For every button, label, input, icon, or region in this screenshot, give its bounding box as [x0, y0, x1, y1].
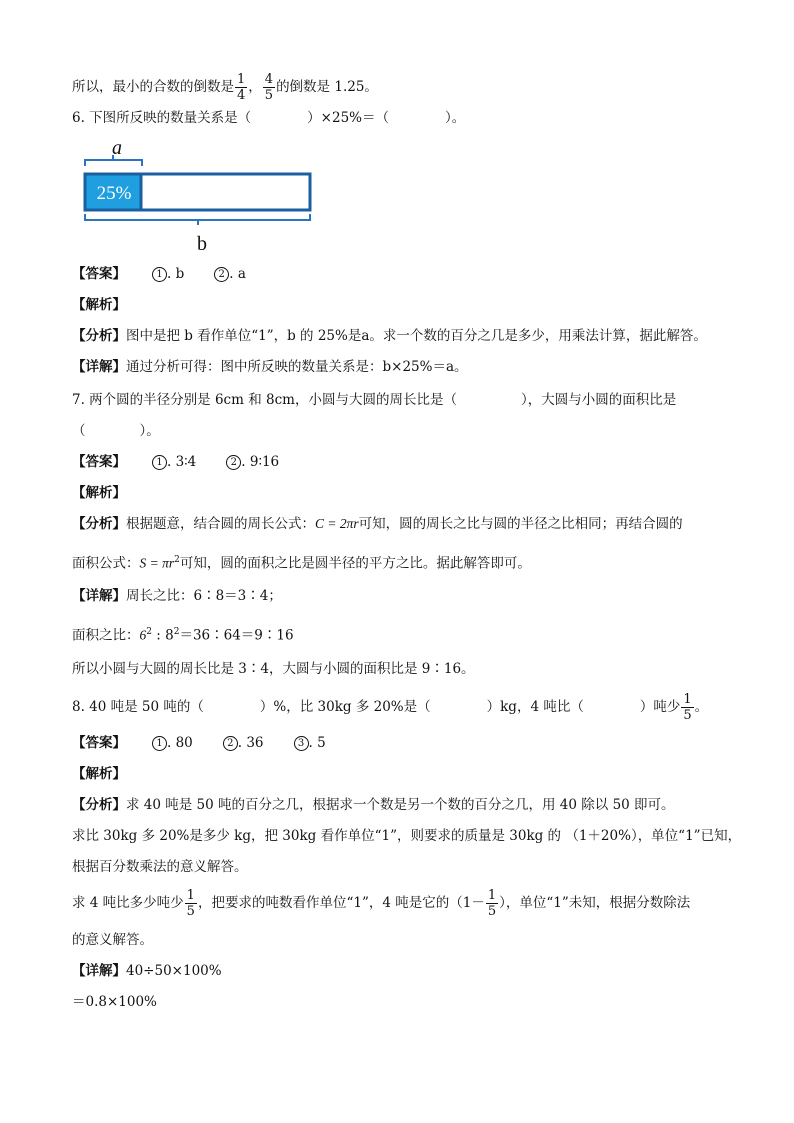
question-7: 7. 两个圆的半径分别是 6cm 和 8cm，小圆与大圆的周长比是（ ），大圆与小圆的面积比是 [72, 392, 677, 408]
question-6: 6. 下图所反映的数量关系是（ ）×25%＝（ ）。 [72, 110, 466, 126]
conclusion-text: 所以小圆与大圆的周长比是 3∶4，大圆与小圆的面积比是 9∶16。 [72, 661, 475, 677]
label-b: b [197, 233, 207, 255]
detail-text: 【详解】周长之比：6∶8＝3∶4； [72, 588, 282, 604]
analysis-paragraph: 求 4 吨比多少吨少 $\frac{1}{5}$ ，把要求的吨数看作单位“1”，4 吨是它的（1－ $\frac{1}{5}$ ），单位“1”未知，根据分数除法 [72, 888, 691, 919]
fraction: $\frac{1}{5}$ [186, 888, 195, 919]
analysis-heading: 【解析】 [72, 766, 126, 782]
circled-number: 1 [152, 455, 167, 470]
analysis-heading: 【解析】 [72, 297, 126, 313]
analysis-paragraph-cont: 的意义解答。 [72, 932, 153, 948]
detail-text: 【详解】通过分析可得：图中所反映的数量关系是：b×25%＝a。 [72, 359, 468, 375]
analysis-paragraph: 求比 30kg 多 20%是多少 kg，把 30kg 看作单位“1”，则要求的质量是 30kg 的 （1＋20%），单位“1”已知， [72, 828, 742, 844]
fraction: $\frac{1}{5}$ [683, 692, 692, 723]
formula: S = πr [139, 555, 175, 571]
question-7-cont: （ ）。 [72, 423, 160, 439]
bar-diagram [80, 136, 320, 256]
circled-number: 1 [152, 736, 167, 751]
analysis-text: 【分析】根据题意，结合圆的周长公式：C = 2πr可知，圆的周长之比与圆的半径之比相同；再结合圆的 [72, 516, 683, 532]
label-a: a [112, 137, 122, 159]
brace-a [85, 155, 142, 166]
answer-row: 【答案】 1 . 80 2 . 36 3 . 5 [72, 735, 326, 751]
detail-text: 【详解】40÷50×100% [72, 963, 222, 979]
analysis-text-cont: 面积公式：$S = \pi r^2$可知，圆的面积之比是圆半径的平方之比。据此解答即可。 [72, 555, 531, 572]
formula: C = 2πr [315, 516, 359, 531]
circled-number: 2 [223, 736, 238, 751]
circled-number: 1 [152, 267, 167, 282]
question-8: 8. 40 吨是 50 吨的（ ）%，比 30kg 多 20%是（ ）kg，4 吨比（ ）吨少 $\frac{1}{5}$ 。 [72, 692, 709, 723]
analysis-text: 【分析】图中是把 b 看作单位“1”，b 的 25%是a。求一个数的百分之几是多少，用乘法计算，据此解答。 [72, 328, 707, 344]
fraction: $\frac{1}{4}$ [237, 72, 246, 103]
detail-text-cont: 面积之比：$6^2$ : $8^2=36∶64=9∶16$ [72, 627, 294, 644]
fraction: $\frac{4}{5}$ [264, 72, 274, 103]
text-line: 所以，最小的合数的倒数是 $\frac{1}{4}$ ， $\frac{4}{5}$ 的倒数是 1.25。 [72, 72, 378, 103]
circled-number: 2 [226, 455, 241, 470]
answer-row: 【答案】 1 . b 2 . a [72, 266, 246, 282]
percent-label: 25% [96, 183, 132, 204]
circled-number: 2 [214, 267, 229, 282]
brace-b [85, 214, 310, 225]
analysis-heading: 【解析】 [72, 485, 126, 501]
fraction: $\frac{1}{5}$ [487, 888, 497, 919]
detail-text-cont: ＝0.8×100% [72, 994, 157, 1010]
analysis-text: 【分析】求 40 吨是 50 吨的百分之几，根据求一个数是另一个数的百分之几，用 40 除以 50 即可。 [72, 797, 675, 813]
analysis-paragraph-cont: 根据百分数乘法的意义解答。 [72, 859, 248, 875]
circled-number: 3 [294, 736, 309, 751]
answer-row: 【答案】 1 . 3∶4 2 . 9∶16 [72, 454, 280, 470]
